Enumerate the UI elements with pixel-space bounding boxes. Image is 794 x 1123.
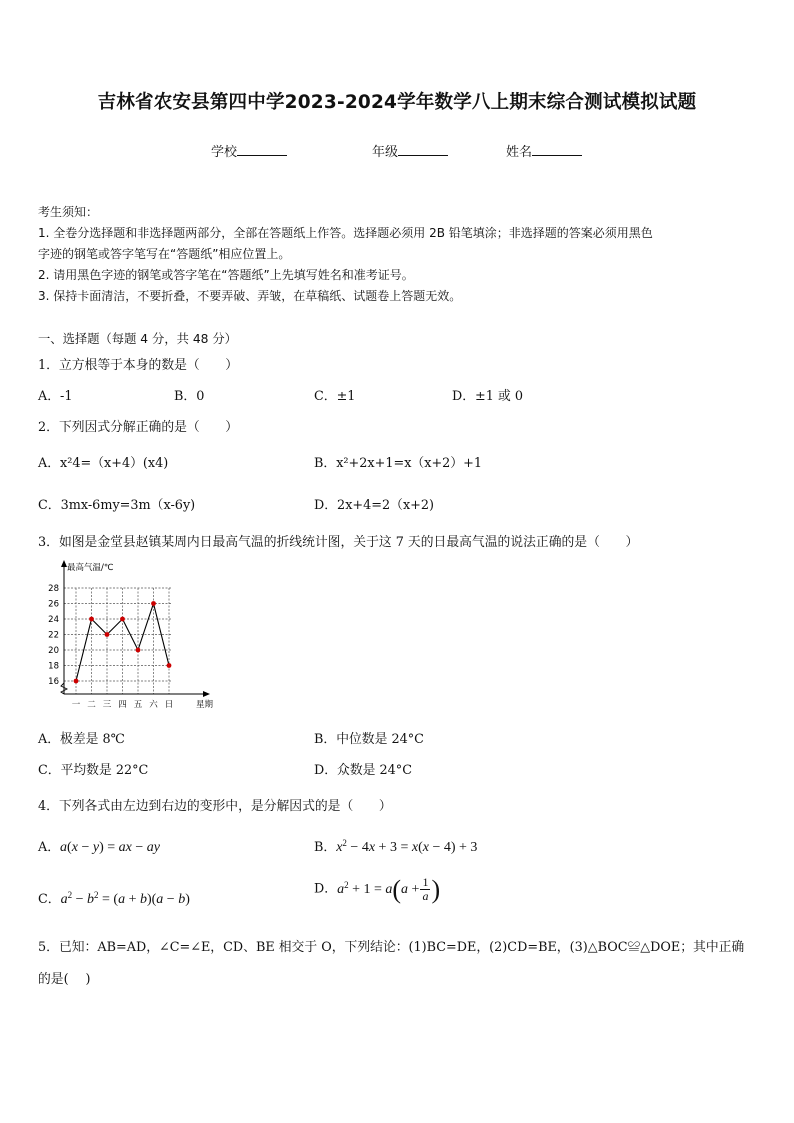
q4-option-b-label: B． — [314, 840, 337, 855]
data-point — [136, 648, 141, 653]
x-tick-label: 三 — [102, 700, 112, 710]
data-point — [151, 601, 156, 606]
data-point — [120, 617, 125, 622]
q1-option-a[interactable]: A．-1 — [38, 389, 73, 404]
chart-x-axis-label: 星期 — [196, 700, 214, 710]
question-2-stem: 2．下列因式分解正确的是（ ） — [38, 420, 239, 435]
q4-option-b[interactable] — [314, 836, 477, 856]
name-label: 姓名 — [506, 145, 533, 160]
q1-option-b[interactable]: B．0 — [174, 389, 205, 404]
q3-option-b[interactable]: B．中位数是 24°C — [314, 732, 424, 747]
name-blank[interactable] — [532, 143, 582, 156]
section-heading: 一、选择题（每题 4 分，共 48 分） — [38, 332, 237, 346]
chart-y-ticks — [48, 584, 59, 687]
school-blank[interactable] — [237, 143, 287, 156]
grade-field — [372, 141, 448, 160]
notice-item: 字迹的钢笔或答字笔写在“答题纸”相应位置上。 — [38, 247, 291, 261]
x-axis-arrow — [203, 691, 210, 697]
data-point — [105, 632, 110, 637]
notice-item: 3. 保持卡面清洁，不要折叠，不要弄破、弄皱，在草稿纸、试题卷上答题无效。 — [38, 289, 462, 303]
question-1-stem: 1．立方根等于本身的数是（ ） — [38, 358, 239, 373]
q4-option-a-label: A． — [38, 840, 61, 855]
grade-label: 年级 — [372, 145, 399, 160]
y-tick-label: 16 — [48, 677, 59, 687]
q4-option-a[interactable] — [38, 836, 160, 856]
data-point — [167, 663, 172, 668]
y-tick-label: 20 — [48, 646, 59, 656]
q2-option-d[interactable]: D．2x+4=2（x+2) — [314, 498, 435, 513]
q1-option-c[interactable]: C．±1 — [314, 389, 356, 404]
y-tick-label: 24 — [48, 615, 59, 625]
q4-option-b-formula: $x^2 - 4x + 3 = x(x - 4) + 3$ — [336, 838, 478, 855]
q4-option-d-formula: $a^2 + 1 = a(a$ + $\frac{1}{a}$ ) — [337, 874, 441, 904]
grade-blank[interactable] — [398, 143, 448, 156]
chart-x-ticks — [72, 699, 174, 710]
q1-option-d[interactable]: D．±1 或 0 — [452, 389, 523, 404]
question-4-stem: 4．下列各式由左边到右边的变形中，是分解因式的是（ ） — [38, 799, 392, 814]
x-tick-label: 五 — [133, 700, 143, 710]
page-title: 吉林省农安县第四中学2023-2024学年数学八上期末综合测试模拟试题 — [97, 92, 697, 113]
q2-option-a[interactable]: A．x²4=（x+4）(x4) — [38, 456, 169, 471]
q4-option-c-formula: $a^2 - b^2 = (a + b)(a - b)$ — [60, 890, 190, 907]
x-tick-label: 日 — [164, 700, 174, 710]
q3-option-a[interactable]: A．极差是 8℃ — [38, 732, 125, 747]
question-3-stem: 3．如图是金堂县赵镇某周内日最高气温的折线统计图，关于这 7 天的日最高气温的说法正确的是（ ） — [38, 535, 639, 550]
name-field — [506, 141, 582, 160]
school-label: 学校 — [211, 145, 238, 160]
q4-option-d-label: D． — [314, 881, 338, 897]
notice-item: 1. 全卷分选择题和非选择题两部分，全部在答题纸上作答。选择题必须用 2B 铅笔填涂；非选择题的答案必须用黑色 — [38, 226, 653, 240]
data-point — [89, 617, 94, 622]
chart-axes — [61, 560, 210, 697]
y-tick-label: 18 — [48, 661, 59, 672]
x-tick-label: 四 — [118, 700, 127, 710]
question-5-stem-line2: 的是( ) — [38, 972, 91, 987]
q3-option-c[interactable]: C．平均数是 22°C — [38, 763, 149, 778]
y-tick-label: 22 — [48, 630, 59, 641]
y-tick-label: 26 — [48, 599, 59, 610]
school-field — [211, 141, 287, 160]
q2-option-b[interactable]: B．x²+2x+1=x（x+2）+1 — [314, 456, 482, 471]
q4-option-a-formula: a(x − y) = ax − ay — [60, 840, 160, 855]
notice-item: 2. 请用黑色字迹的钢笔或答字笔在“答题纸”上先填写姓名和准考证号。 — [38, 268, 414, 282]
notice-heading: 考生须知： — [38, 205, 99, 219]
q4-option-d[interactable] — [314, 876, 440, 903]
data-point — [74, 679, 79, 684]
q3-option-d[interactable]: D．众数是 24°C — [314, 763, 412, 778]
y-tick-label: 28 — [48, 584, 59, 594]
x-tick-label: 六 — [149, 700, 158, 710]
x-tick-label: 二 — [87, 700, 96, 710]
temperature-line-chart — [40, 556, 230, 716]
chart-y-axis-label: 最高气温/℃ — [67, 563, 114, 573]
q2-option-c[interactable]: C．3mx-6my=3m（x-6y) — [38, 498, 196, 513]
question-5-stem-line1: 5．已知：AB=AD，∠C=∠E，CD、BE 相交于 O，下列结论：(1)BC=DE，(2)CD=BE，(3)△BOC≌△DOE；其中正确 — [38, 940, 745, 955]
x-tick-label: 一 — [71, 700, 81, 710]
q4-option-c-label: C． — [38, 892, 61, 907]
q4-option-c[interactable] — [38, 888, 190, 908]
